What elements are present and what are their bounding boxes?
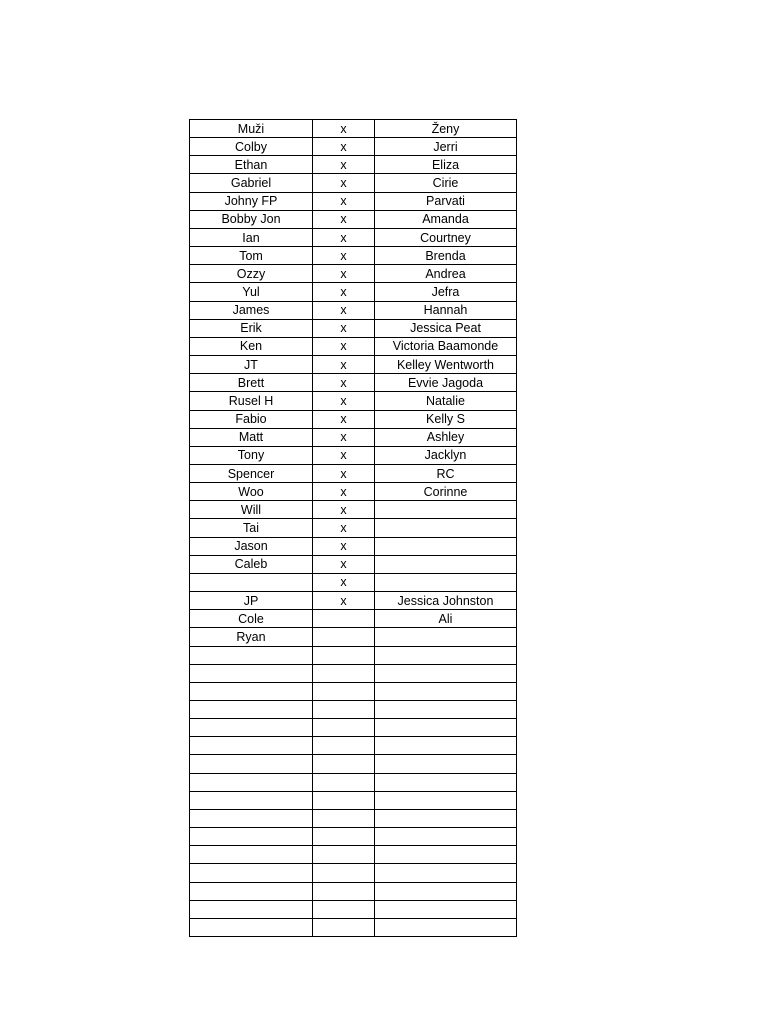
table-row bbox=[190, 555, 517, 573]
table-row bbox=[190, 719, 517, 737]
women-cell bbox=[375, 501, 517, 519]
men-cell: Woo bbox=[190, 483, 313, 501]
table-row bbox=[190, 773, 517, 791]
table-row bbox=[190, 809, 517, 827]
table-row bbox=[190, 918, 517, 936]
women-cell bbox=[375, 682, 517, 700]
women-cell: Kelly S bbox=[375, 410, 517, 428]
pair-mark-cell bbox=[313, 864, 375, 882]
table-row bbox=[190, 301, 517, 319]
table-row bbox=[190, 882, 517, 900]
pair-mark-cell bbox=[313, 773, 375, 791]
men-cell bbox=[190, 900, 313, 918]
table-row bbox=[190, 319, 517, 337]
women-cell bbox=[375, 646, 517, 664]
pair-mark-cell: x bbox=[313, 464, 375, 482]
table-row bbox=[190, 646, 517, 664]
table-row bbox=[190, 210, 517, 228]
men-cell: Muži bbox=[190, 120, 313, 138]
men-cell: Ozzy bbox=[190, 265, 313, 283]
pair-mark-cell: x bbox=[313, 301, 375, 319]
women-cell: Parvati bbox=[375, 192, 517, 210]
table-row bbox=[190, 265, 517, 283]
pair-mark-cell: x bbox=[313, 174, 375, 192]
pair-mark-cell bbox=[313, 791, 375, 809]
men-cell bbox=[190, 773, 313, 791]
men-cell: Johny FP bbox=[190, 192, 313, 210]
pair-mark-cell: x bbox=[313, 410, 375, 428]
men-cell: Tony bbox=[190, 446, 313, 464]
women-cell: Cirie bbox=[375, 174, 517, 192]
women-cell: Ashley bbox=[375, 428, 517, 446]
men-cell: Brett bbox=[190, 374, 313, 392]
women-cell: Amanda bbox=[375, 210, 517, 228]
men-cell: Ian bbox=[190, 228, 313, 246]
men-cell: Fabio bbox=[190, 410, 313, 428]
men-cell: Will bbox=[190, 501, 313, 519]
men-cell bbox=[190, 882, 313, 900]
pair-mark-cell bbox=[313, 918, 375, 936]
pair-mark-cell bbox=[313, 646, 375, 664]
men-cell bbox=[190, 664, 313, 682]
table-row bbox=[190, 828, 517, 846]
pair-mark-cell: x bbox=[313, 228, 375, 246]
men-cell: Gabriel bbox=[190, 174, 313, 192]
table-row bbox=[190, 864, 517, 882]
women-cell bbox=[375, 918, 517, 936]
pair-mark-cell: x bbox=[313, 428, 375, 446]
table-row bbox=[190, 682, 517, 700]
table-row bbox=[190, 464, 517, 482]
table-row bbox=[190, 392, 517, 410]
pair-mark-cell: x bbox=[313, 138, 375, 156]
men-cell bbox=[190, 646, 313, 664]
table-row bbox=[190, 138, 517, 156]
men-cell: Jason bbox=[190, 537, 313, 555]
pairing-table-body bbox=[190, 120, 517, 937]
table-row bbox=[190, 228, 517, 246]
table-row bbox=[190, 628, 517, 646]
pair-mark-cell: x bbox=[313, 120, 375, 138]
pair-mark-cell: x bbox=[313, 573, 375, 591]
pair-mark-cell bbox=[313, 882, 375, 900]
pair-mark-cell bbox=[313, 846, 375, 864]
women-cell bbox=[375, 719, 517, 737]
women-cell: Victoria Baamonde bbox=[375, 337, 517, 355]
women-cell: Jacklyn bbox=[375, 446, 517, 464]
women-cell: Jerri bbox=[375, 138, 517, 156]
table-row bbox=[190, 573, 517, 591]
table-row bbox=[190, 283, 517, 301]
pair-mark-cell: x bbox=[313, 374, 375, 392]
table-row bbox=[190, 737, 517, 755]
women-cell bbox=[375, 773, 517, 791]
table-row bbox=[190, 701, 517, 719]
table-row bbox=[190, 374, 517, 392]
pair-mark-cell: x bbox=[313, 555, 375, 573]
women-cell bbox=[375, 755, 517, 773]
men-cell: Cole bbox=[190, 610, 313, 628]
pair-mark-cell: x bbox=[313, 392, 375, 410]
women-cell bbox=[375, 791, 517, 809]
table-row bbox=[190, 410, 517, 428]
women-cell bbox=[375, 573, 517, 591]
men-cell: Ryan bbox=[190, 628, 313, 646]
pair-mark-cell: x bbox=[313, 247, 375, 265]
women-cell bbox=[375, 882, 517, 900]
table-row bbox=[190, 791, 517, 809]
women-cell: Jessica Johnston bbox=[375, 592, 517, 610]
table-row bbox=[190, 356, 517, 374]
table-row bbox=[190, 900, 517, 918]
men-cell: Colby bbox=[190, 138, 313, 156]
women-cell bbox=[375, 864, 517, 882]
pair-mark-cell bbox=[313, 628, 375, 646]
table-row bbox=[190, 337, 517, 355]
men-cell bbox=[190, 864, 313, 882]
table-row bbox=[190, 483, 517, 501]
men-cell bbox=[190, 719, 313, 737]
men-cell bbox=[190, 573, 313, 591]
women-cell: Eliza bbox=[375, 156, 517, 174]
women-cell: Jessica Peat bbox=[375, 319, 517, 337]
table-row bbox=[190, 592, 517, 610]
table-row bbox=[190, 755, 517, 773]
table-row bbox=[190, 519, 517, 537]
women-cell bbox=[375, 809, 517, 827]
men-cell: Bobby Jon bbox=[190, 210, 313, 228]
pair-mark-cell: x bbox=[313, 210, 375, 228]
women-cell: Hannah bbox=[375, 301, 517, 319]
men-cell: Erik bbox=[190, 319, 313, 337]
pair-mark-cell bbox=[313, 719, 375, 737]
men-cell: Ken bbox=[190, 337, 313, 355]
women-cell: Andrea bbox=[375, 265, 517, 283]
men-cell: Tai bbox=[190, 519, 313, 537]
men-cell: JP bbox=[190, 592, 313, 610]
men-cell bbox=[190, 791, 313, 809]
men-cell: Spencer bbox=[190, 464, 313, 482]
pair-mark-cell bbox=[313, 900, 375, 918]
women-cell: Evvie Jagoda bbox=[375, 374, 517, 392]
pair-mark-cell: x bbox=[313, 156, 375, 174]
table-row bbox=[190, 156, 517, 174]
men-cell: Ethan bbox=[190, 156, 313, 174]
women-cell: Ali bbox=[375, 610, 517, 628]
table-row bbox=[190, 428, 517, 446]
men-cell bbox=[190, 682, 313, 700]
women-cell: Kelley Wentworth bbox=[375, 356, 517, 374]
pair-mark-cell: x bbox=[313, 483, 375, 501]
men-cell: James bbox=[190, 301, 313, 319]
men-cell: Caleb bbox=[190, 555, 313, 573]
pair-mark-cell: x bbox=[313, 192, 375, 210]
pair-mark-cell bbox=[313, 682, 375, 700]
men-cell: JT bbox=[190, 356, 313, 374]
pair-mark-cell bbox=[313, 755, 375, 773]
women-cell bbox=[375, 828, 517, 846]
table-row bbox=[190, 501, 517, 519]
pair-mark-cell: x bbox=[313, 265, 375, 283]
pairing-table bbox=[189, 119, 517, 937]
women-cell: Natalie bbox=[375, 392, 517, 410]
pair-mark-cell bbox=[313, 701, 375, 719]
men-cell bbox=[190, 809, 313, 827]
table-row bbox=[190, 610, 517, 628]
table-row bbox=[190, 174, 517, 192]
women-cell bbox=[375, 519, 517, 537]
pair-mark-cell bbox=[313, 664, 375, 682]
women-cell: Ženy bbox=[375, 120, 517, 138]
men-cell bbox=[190, 828, 313, 846]
women-cell: Brenda bbox=[375, 247, 517, 265]
pair-mark-cell: x bbox=[313, 446, 375, 464]
women-cell bbox=[375, 555, 517, 573]
women-cell: Jefra bbox=[375, 283, 517, 301]
men-cell bbox=[190, 918, 313, 936]
pair-mark-cell: x bbox=[313, 337, 375, 355]
table-row bbox=[190, 247, 517, 265]
women-cell bbox=[375, 846, 517, 864]
pair-mark-cell: x bbox=[313, 501, 375, 519]
pair-mark-cell: x bbox=[313, 592, 375, 610]
table-row bbox=[190, 120, 517, 138]
pair-mark-cell: x bbox=[313, 356, 375, 374]
pair-mark-cell bbox=[313, 610, 375, 628]
pair-mark-cell: x bbox=[313, 319, 375, 337]
women-cell: RC bbox=[375, 464, 517, 482]
table-row bbox=[190, 192, 517, 210]
table-row bbox=[190, 664, 517, 682]
pair-mark-cell bbox=[313, 828, 375, 846]
men-cell: Rusel H bbox=[190, 392, 313, 410]
men-cell bbox=[190, 737, 313, 755]
table-row bbox=[190, 846, 517, 864]
women-cell bbox=[375, 900, 517, 918]
men-cell bbox=[190, 701, 313, 719]
women-cell bbox=[375, 737, 517, 755]
women-cell bbox=[375, 701, 517, 719]
men-cell: Yul bbox=[190, 283, 313, 301]
women-cell bbox=[375, 664, 517, 682]
pair-mark-cell bbox=[313, 737, 375, 755]
men-cell bbox=[190, 846, 313, 864]
table-row bbox=[190, 537, 517, 555]
women-cell: Corinne bbox=[375, 483, 517, 501]
men-cell bbox=[190, 755, 313, 773]
women-cell bbox=[375, 537, 517, 555]
pair-mark-cell bbox=[313, 809, 375, 827]
pair-mark-cell: x bbox=[313, 283, 375, 301]
women-cell: Courtney bbox=[375, 228, 517, 246]
women-cell bbox=[375, 628, 517, 646]
men-cell: Tom bbox=[190, 247, 313, 265]
men-cell: Matt bbox=[190, 428, 313, 446]
table-row bbox=[190, 446, 517, 464]
pair-mark-cell: x bbox=[313, 519, 375, 537]
pair-mark-cell: x bbox=[313, 537, 375, 555]
